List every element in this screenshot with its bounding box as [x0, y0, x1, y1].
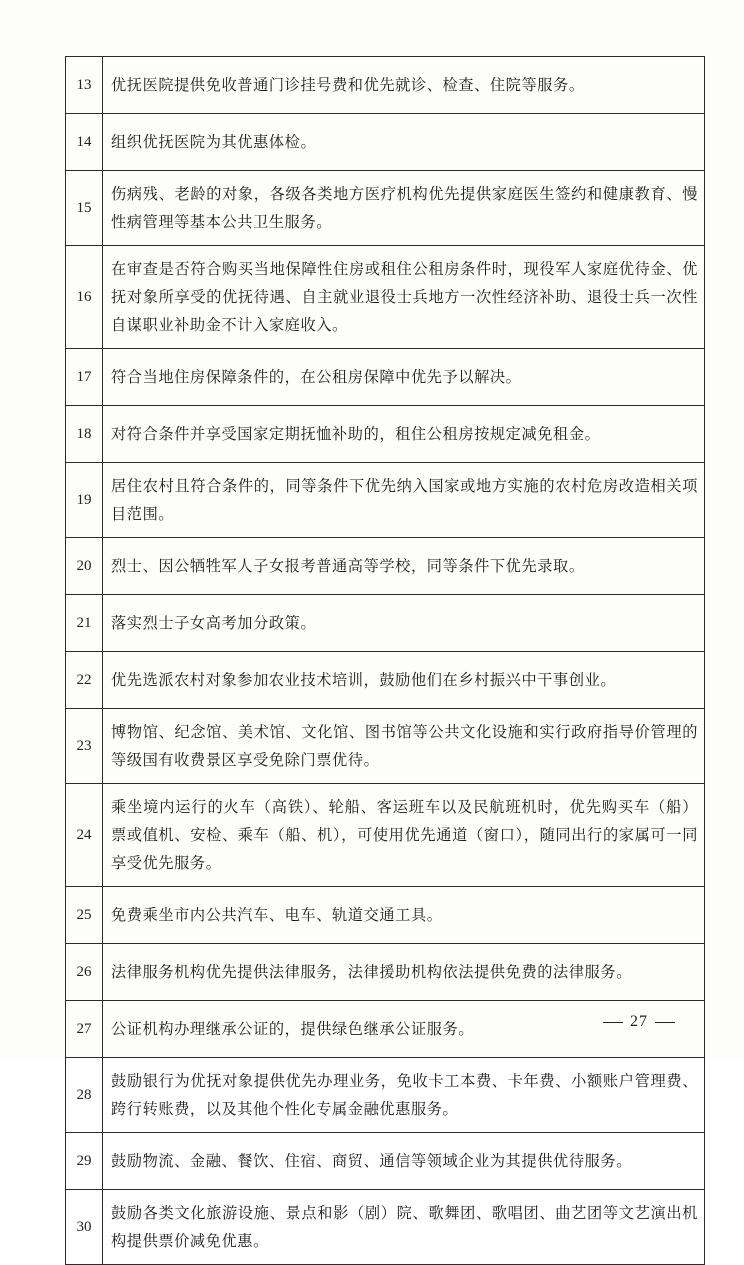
- benefits-table: [65, 56, 705, 1265]
- table-row: [66, 1058, 705, 1133]
- row-text: 优抚医院提供免收普通门诊挂号费和优先就诊、检查、住院等服务。: [103, 57, 705, 114]
- row-text: 乘坐境内运行的火车（高铁）、轮船、客运班车以及民航班机时，优先购买车（船）票或值机、安检、乘车（船、机），可使用优先通道（窗口），随同出行的家属可一同享受优先服务。: [103, 784, 705, 887]
- right-dash: [655, 1022, 675, 1023]
- table-row: [66, 406, 705, 463]
- row-number: 14: [66, 114, 103, 171]
- row-text: 免费乘坐市内公共汽车、电车、轨道交通工具。: [103, 887, 705, 944]
- table-row: [66, 944, 705, 1001]
- row-number: 21: [66, 595, 103, 652]
- row-number: 20: [66, 538, 103, 595]
- row-number: 22: [66, 652, 103, 709]
- row-number: 28: [66, 1058, 103, 1133]
- row-number: 24: [66, 784, 103, 887]
- row-number: 29: [66, 1133, 103, 1190]
- page-number-footer: [596, 1013, 682, 1031]
- row-number: 25: [66, 887, 103, 944]
- row-number: 27: [66, 1001, 103, 1058]
- table-row: [66, 784, 705, 887]
- left-dash: [603, 1022, 623, 1023]
- benefits-table-body: [66, 57, 705, 1265]
- table-row: [66, 246, 705, 349]
- row-number: 18: [66, 406, 103, 463]
- row-number: 19: [66, 463, 103, 538]
- table-row: [66, 538, 705, 595]
- table-row: [66, 595, 705, 652]
- row-text: 对符合条件并享受国家定期抚恤补助的，租住公租房按规定减免租金。: [103, 406, 705, 463]
- table-row: [66, 114, 705, 171]
- table-row: [66, 709, 705, 784]
- row-text: 在审查是否符合购买当地保障性住房或租住公租房条件时，现役军人家庭优待金、优抚对象所享受的优抚待遇、自主就业退役士兵地方一次性经济补助、退役士兵一次性自谋职业补助金不计入家庭收入。: [103, 246, 705, 349]
- row-number: 26: [66, 944, 103, 1001]
- table-row: [66, 1190, 705, 1265]
- row-text: 伤病残、老龄的对象，各级各类地方医疗机构优先提供家庭医生签约和健康教育、慢性病管理等基本公共卫生服务。: [103, 171, 705, 246]
- row-text: 鼓励物流、金融、餐饮、住宿、商贸、通信等领域企业为其提供优待服务。: [103, 1133, 705, 1190]
- table-row: [66, 349, 705, 406]
- row-number: 16: [66, 246, 103, 349]
- row-text: 居住农村且符合条件的，同等条件下优先纳入国家或地方实施的农村危房改造相关项目范围。: [103, 463, 705, 538]
- row-text: 符合当地住房保障条件的，在公租房保障中优先予以解决。: [103, 349, 705, 406]
- row-text: 鼓励银行为优抚对象提供优先办理业务，免收卡工本费、卡年费、小额账户管理费、跨行转账费，以及其他个性化专属金融优惠服务。: [103, 1058, 705, 1133]
- row-number: 17: [66, 349, 103, 406]
- row-text: 落实烈士子女高考加分政策。: [103, 595, 705, 652]
- table-row: [66, 1133, 705, 1190]
- row-text: 法律服务机构优先提供法律服务，法律援助机构依法提供免费的法律服务。: [103, 944, 705, 1001]
- page-number: 27: [630, 1013, 648, 1030]
- row-number: 13: [66, 57, 103, 114]
- table-row: [66, 887, 705, 944]
- table-row: [66, 57, 705, 114]
- row-text: 烈士、因公牺牲军人子女报考普通高等学校，同等条件下优先录取。: [103, 538, 705, 595]
- row-text: 公证机构办理继承公证的，提供绿色继承公证服务。: [103, 1001, 705, 1058]
- table-row: [66, 463, 705, 538]
- table-row: [66, 171, 705, 246]
- row-number: 15: [66, 171, 103, 246]
- row-text: 博物馆、纪念馆、美术馆、文化馆、图书馆等公共文化设施和实行政府指导价管理的等级国有收费景区享受免除门票优待。: [103, 709, 705, 784]
- row-number: 30: [66, 1190, 103, 1265]
- row-text: 鼓励各类文化旅游设施、景点和影（剧）院、歌舞团、歌唱团、曲艺团等文艺演出机构提供票价减免优惠。: [103, 1190, 705, 1265]
- row-text: 优先选派农村对象参加农业技术培训，鼓励他们在乡村振兴中干事创业。: [103, 652, 705, 709]
- row-number: 23: [66, 709, 103, 784]
- row-text: 组织优抚医院为其优惠体检。: [103, 114, 705, 171]
- table-row: [66, 652, 705, 709]
